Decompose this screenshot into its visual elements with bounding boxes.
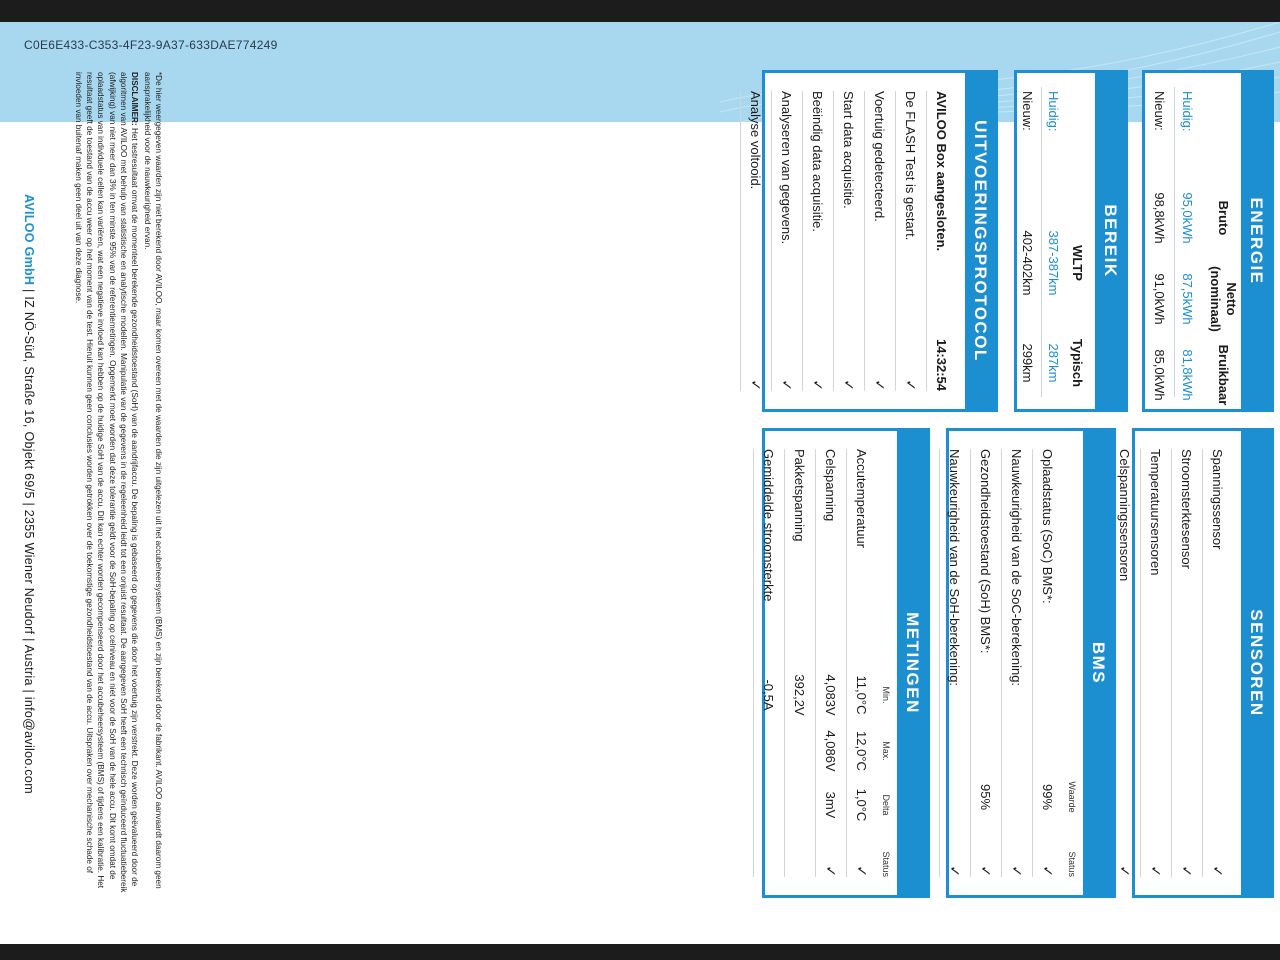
bereik-nieuw-typisch: 299km xyxy=(1020,343,1035,383)
metingen-row-min: -0,5A xyxy=(761,679,777,711)
protocol-title: UITVOERINGSPROTOCOL xyxy=(965,73,995,409)
metingen-col-delta: Delta xyxy=(881,794,891,816)
energie-huidig-bruikbaar: 81,8kWh xyxy=(1180,349,1195,401)
energie-huidig-label: Huidig: xyxy=(1180,91,1195,132)
protocol-card xyxy=(748,70,998,412)
energie-huidig-netto: 87,5kWh xyxy=(1180,273,1195,325)
energie-nieuw-bruikbaar: 85,0kWh xyxy=(1152,349,1167,401)
bereik-col-typisch: Typisch xyxy=(1070,338,1085,388)
bereik-huidig-typisch: 287km xyxy=(1046,343,1061,383)
bms-col-waarde: Waarde xyxy=(1067,781,1077,813)
metingen-col-max: Max. xyxy=(881,741,891,761)
energie-nieuw-bruto: 98,8kWh xyxy=(1152,192,1167,244)
metingen-card xyxy=(762,428,930,898)
bms-title: BMS xyxy=(1083,431,1113,895)
sensor-item: Stroomsterktesensor xyxy=(1179,449,1195,569)
energie-col-bruikbaar: Bruikbaar xyxy=(1216,344,1231,406)
bms-row-label: Oplaadstatus (SoC) BMS*: xyxy=(1040,449,1056,604)
metingen-row-max: 4,086V xyxy=(823,730,839,772)
energie-col-netto: Netto (nominaal) xyxy=(1208,266,1239,332)
metingen-row-min: 392,2V xyxy=(792,674,808,716)
metingen-row-min: 4,083V xyxy=(823,674,839,716)
company-brand: AVILOO GmbH xyxy=(22,194,36,286)
company-footer xyxy=(22,194,36,914)
check-icon: ✓ xyxy=(1148,865,1165,877)
check-icon: ✓ xyxy=(872,379,889,391)
energie-card xyxy=(1142,70,1274,412)
check-icon: ✓ xyxy=(854,865,871,877)
check-icon: ✓ xyxy=(1009,865,1026,877)
metingen-row-delta: 1,0°C xyxy=(854,788,870,822)
check-icon: ✓ xyxy=(947,865,964,877)
sensoren-card xyxy=(1117,428,1274,898)
sensoren-title: SENSOREN xyxy=(1241,431,1271,895)
bms-col-status: Status xyxy=(1067,851,1077,877)
check-icon: ✓ xyxy=(841,379,858,391)
metingen-row-delta: 3mV xyxy=(823,791,839,819)
footnote-star-text: *De hier weergegeven waarden zijn niet berekend door AVILOO, maar komen overeen met de waarden die zijn uitgelezen uit het accubeheersysteem (BMS) en zijn berekend door de fabrikant. AVILOO aanvaardt daarom geen aansprakelijkheid voor de nauwkeurigheid ervan. xyxy=(142,72,163,889)
check-icon: ✓ xyxy=(903,379,920,391)
energie-nieuw-label: Nieuw: xyxy=(1152,91,1167,131)
sensor-item: Spanningssensor xyxy=(1210,449,1226,550)
protocol-box-label: AVILOO Box aangesloten. xyxy=(934,91,950,252)
check-icon: ✓ xyxy=(823,865,840,877)
metingen-row-label: Celspanning xyxy=(823,449,839,522)
bereik-nieuw-label: Nieuw: xyxy=(1020,91,1035,131)
document-id: C0E6E433-C353-4F23-9A37-633DAE774249 xyxy=(24,38,278,52)
metingen-col-status: Status xyxy=(881,851,891,877)
protocol-time: 14:32:54 xyxy=(934,338,950,391)
energie-nieuw-netto: 91,0kWh xyxy=(1152,273,1167,325)
disclaimer xyxy=(73,72,140,902)
footnote-star xyxy=(142,72,164,902)
metingen-title: METINGEN xyxy=(897,431,927,895)
bms-card xyxy=(946,428,1116,898)
energie-title: ENERGIE xyxy=(1241,73,1271,409)
check-icon: ✓ xyxy=(1210,865,1227,877)
check-icon: ✓ xyxy=(1179,865,1196,877)
check-icon: ✓ xyxy=(978,865,995,877)
metingen-row-min: 11,0°C xyxy=(854,675,870,715)
bms-row-value: 95% xyxy=(978,783,994,811)
bereik-huidig-label: Huidig: xyxy=(1046,91,1061,132)
report-page xyxy=(0,22,1280,944)
sensor-item: Temperatuursensoren xyxy=(1148,449,1164,576)
protocol-step: Analyse voltooid. xyxy=(748,91,764,190)
check-icon: ✓ xyxy=(1040,865,1057,877)
bereik-col-wltp: WLTP xyxy=(1070,245,1085,281)
check-icon: ✓ xyxy=(779,379,796,391)
bereik-huidig-wltp: 387-387km xyxy=(1046,230,1061,296)
bms-row-value: 99% xyxy=(1040,783,1056,811)
metingen-row-label: Pakketspanning xyxy=(792,449,808,542)
bms-row-label: Gezondheidstoestand (SoH) BMS*: xyxy=(978,449,994,654)
check-icon: ✓ xyxy=(1117,865,1134,877)
metingen-row-label: Accutemperatuur xyxy=(854,449,870,548)
bms-row-label: Nauwkeurigheid van de SoC-berekening: xyxy=(1009,449,1025,687)
rotated-report xyxy=(0,22,1280,944)
protocol-step: Beëindig data acquisitie. xyxy=(810,91,826,232)
company-address: | IZ NÖ-Süd, Straße 16, Objekt 69/5 | 2355 Wiener Neudorf | Austria | info@aviloo.com xyxy=(22,285,36,794)
energie-col-bruto: Bruto xyxy=(1216,200,1231,236)
disclaimer-text: Het testresultaat omvat de momenteel berekende gezondheidstoestand (SoH) van de aandrijfaccu. De bepaling is gebaseerd op gegevens die door het voertuig zijn verstrekt. Deze worden geëvalueerd door de algoritmen van AVILOO met behulp van statistische en analytische modellen. Manipulatie van de gegevens in de regeleenheid leidt tot een onjuist resultaat. De aangegeven SoH heeft een technisch geïnduceerd fluctuatiebereik (afwijking) van niet meer dan 3% in ten minste 95% van de referentiemetingen. Opgemerkt moet worden dat deze tolerantie geldt voor de SoH-bepaling op celniveau en niet voor de SoH van de hele accu. Dit komt omdat de oplaadstatus van individuele cellen kan variëren, wat een negatieve invloed kan hebben op de huidige SoH van de accu. Dit kan echter worden gecompenseerd door het accubeheersysteem (BMS) of tijdens een kalibratie. Het resultaat geeft de toestand van de accu weer op het moment van de test. Hieruit kunnen geen conclusies worden getrokken over de toekomstige gezondheidstoestand van de accu. Uitspraken over mechanische schade of invloeden van buitenaf maken geen deel uit van deze diagnose. xyxy=(73,72,139,893)
protocol-step: De FLASH Test is gestart. xyxy=(903,91,919,241)
check-icon: ✓ xyxy=(748,379,765,391)
disclaimer-label: DISCLAIMER: xyxy=(130,72,139,126)
metingen-row-label: Gemiddelde stroomsterkte xyxy=(761,449,777,602)
bereik-nieuw-wltp: 402-402km xyxy=(1020,230,1035,296)
protocol-step: Voertuig gedetecteerd. xyxy=(872,91,888,222)
check-icon: ✓ xyxy=(810,379,827,391)
bereik-title: BEREIK xyxy=(1095,73,1125,409)
bereik-card xyxy=(1014,70,1128,412)
energie-huidig-bruto: 95,0kWh xyxy=(1180,192,1195,244)
protocol-step: Start data acquisitie. xyxy=(841,91,857,209)
sensor-item: Celspanningssensoren xyxy=(1117,449,1133,582)
metingen-row-max: 12,0°C xyxy=(854,731,870,771)
protocol-step: Analyseren van gegevens. xyxy=(779,91,795,245)
bms-row-label: Nauwkeurigheid van de SoH-berekening: xyxy=(947,449,963,687)
metingen-col-min: Min. xyxy=(881,686,891,704)
